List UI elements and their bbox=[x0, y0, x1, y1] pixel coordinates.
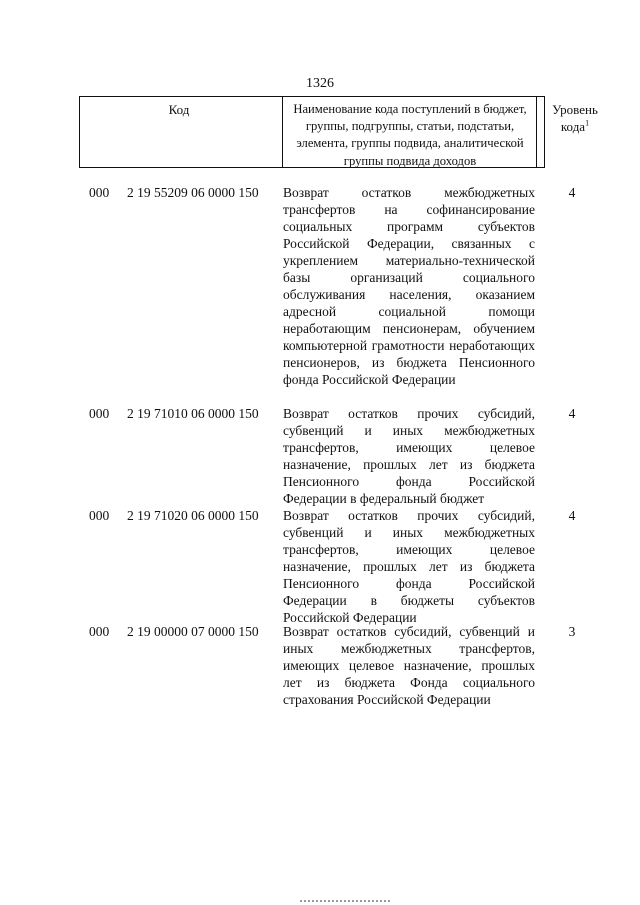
scan-artifact bbox=[300, 900, 390, 904]
income-code: 2 19 71020 06 0000 150 bbox=[127, 508, 259, 523]
admin-code: 000 bbox=[89, 624, 110, 639]
header-name: Наименование кода поступлений в бюджет, группы, подгруппы, статьи, подстатьи, элемента, группы подвида, аналитической группы подвида доходов bbox=[293, 102, 527, 168]
admin-code: 000 bbox=[89, 185, 110, 200]
page-number: 1326 bbox=[306, 76, 334, 91]
code-level: 4 bbox=[568, 508, 576, 523]
header-level bbox=[537, 101, 613, 135]
income-code: 2 19 00000 07 0000 150 bbox=[127, 624, 259, 639]
income-name: Возврат остатков прочих субсидий, субвенций и иных межбюджетных трансфертов, имеющих целевое назначение, прошлых лет из бюджета Пенсионного фонда Российской Федерации в бюджеты субъектов Российской Федерации bbox=[283, 508, 535, 625]
admin-code: 000 bbox=[89, 508, 110, 523]
code-level: 3 bbox=[568, 624, 576, 639]
income-name: Возврат остатков прочих субсидий, субвенций и иных межбюджетных трансфертов, имеющих целевое назначение, прошлых лет из бюджета Пенсионного фонда Российской Федерации в федеральный бюджет bbox=[283, 406, 535, 506]
income-name: Возврат остатков межбюджетных трансфертов на софинансирование социальных программ субъектов Российской Федерации, связанных с укреплением материально-технической базы организаций социального обслуживания населения, оказанием адресной социальной помощи неработающим пенсионерам, обучением компьютерной грамотности неработающих пенсионеров, из бюджета Пенсионного фонда Российской Федерации bbox=[283, 185, 535, 387]
code-level: 4 bbox=[568, 185, 576, 200]
table-header bbox=[79, 96, 598, 168]
header-level-footnote: 1 bbox=[585, 118, 590, 128]
admin-code: 000 bbox=[89, 406, 110, 421]
income-name: Возврат остатков субсидий, субвенций и иных межбюджетных трансфертов, имеющих целевое назначение, прошлых лет из бюджета Фонда социального страхования Российской Федерации bbox=[283, 624, 535, 707]
code-level: 4 bbox=[568, 406, 576, 421]
header-level-label: Уровень кода bbox=[552, 102, 598, 135]
income-code: 2 19 71010 06 0000 150 bbox=[127, 406, 259, 421]
header-code: Код bbox=[168, 102, 190, 117]
income-code: 2 19 55209 06 0000 150 bbox=[127, 185, 259, 200]
